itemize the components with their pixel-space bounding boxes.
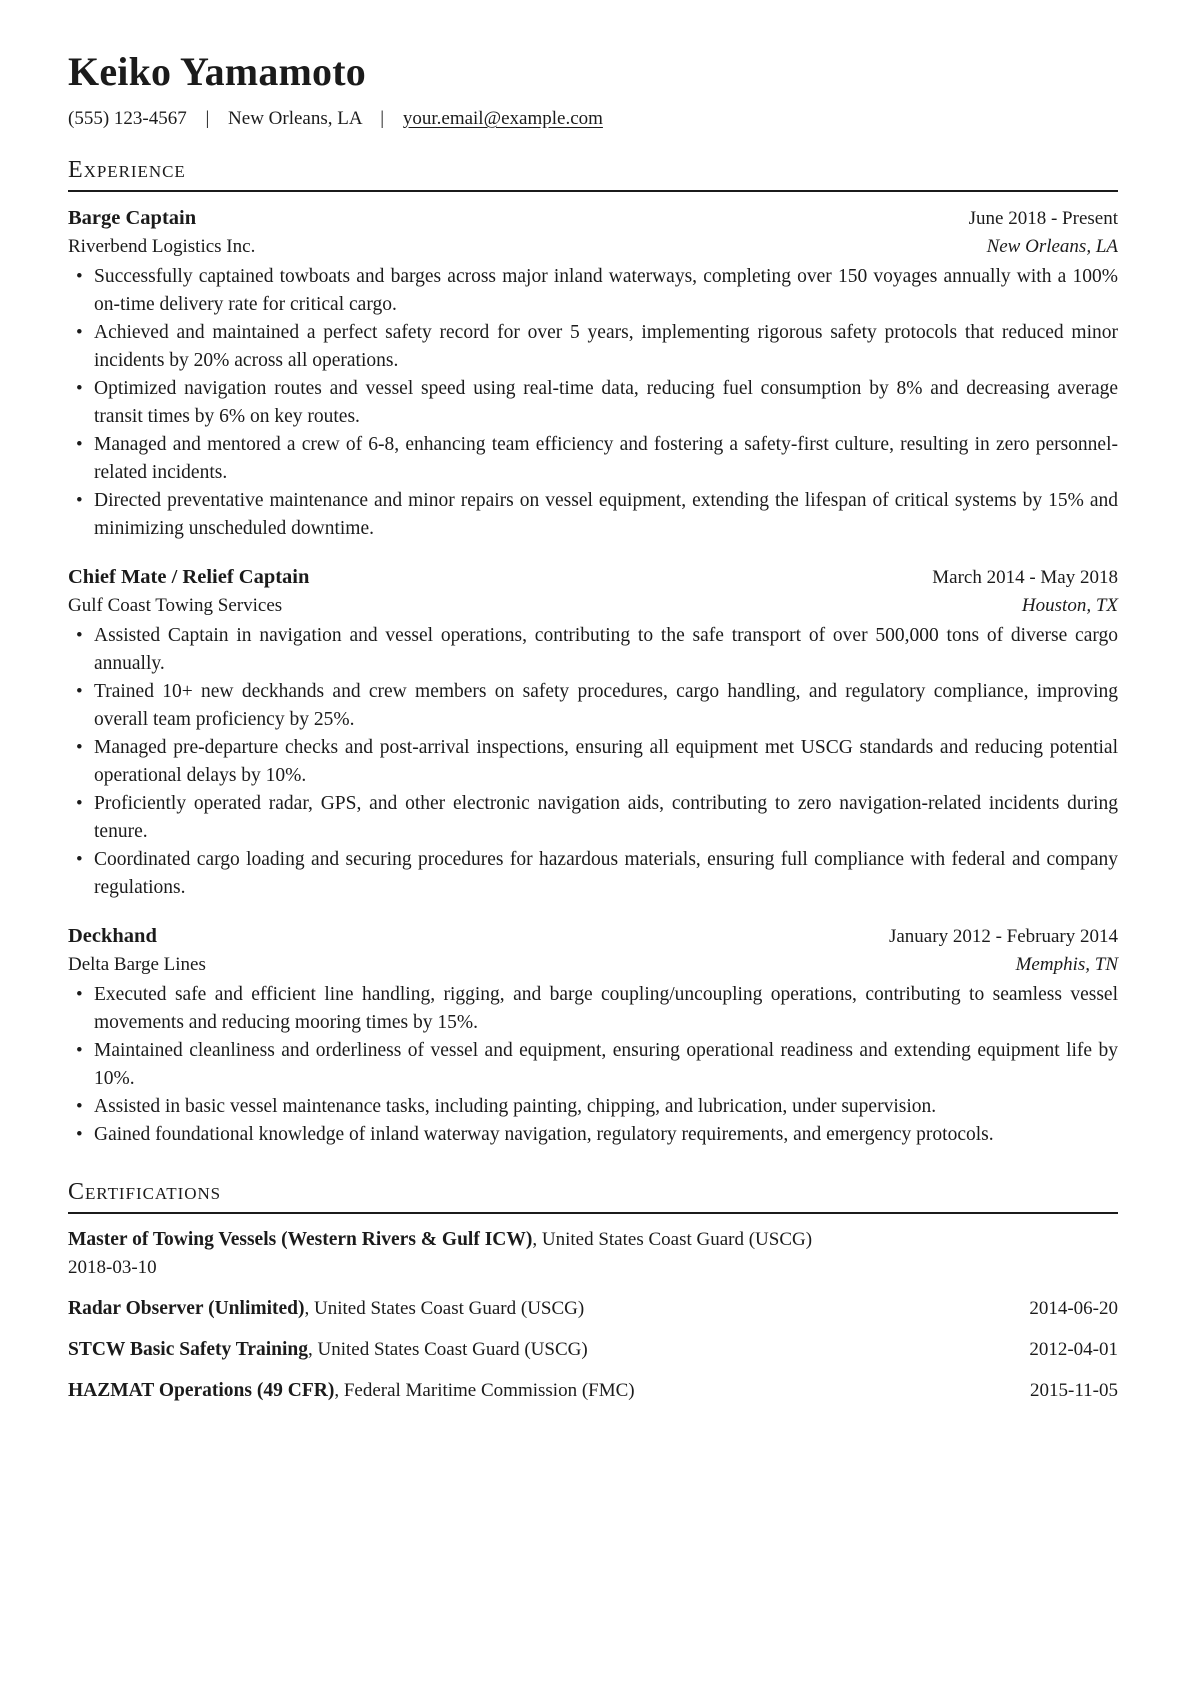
experience-bullet: • Successfully captained towboats and barges across major inland waterways, completing over 150 voyages annually with a 100% on-time delivery rate for critical cargo. [68, 263, 1118, 319]
cert-issuer: , United States Coast Guard (USCG) [304, 1297, 585, 1319]
job-entry [68, 204, 1118, 543]
contact-line [68, 105, 1118, 133]
certification-entry [68, 1336, 1118, 1364]
experience-section [68, 155, 1118, 1149]
job-location: New Orleans, LA [986, 235, 1118, 257]
certification-main [68, 1226, 1118, 1254]
experience-bullet: • Managed pre-departure checks and post-arrival inspections, ensuring all equipment met USCG standards and reducing potential operational delays by 10%. [68, 734, 1118, 790]
cert-date: 2015-11-05 [1030, 1379, 1118, 1401]
cert-date: 2018-03-10 [68, 1256, 157, 1278]
cert-issuer: , Federal Maritime Commission (FMC) [334, 1379, 635, 1401]
contact-separator: | [205, 107, 210, 129]
cert-title: Master of Towing Vessels (Western Rivers & Gulf ICW) [68, 1228, 533, 1250]
job-subheader [68, 233, 1118, 261]
job-title: Barge Captain [68, 206, 197, 229]
job-dates: June 2018 - Present [968, 207, 1118, 229]
contact-location: New Orleans, LA [228, 107, 362, 129]
experience-bullet: • Gained foundational knowledge of inland waterway navigation, regulatory requirements, and emergency protocols. [68, 1121, 1118, 1149]
certification-entry [68, 1295, 1118, 1323]
experience-bullet: • Assisted Captain in navigation and vessel operations, contributing to the safe transport of over 500,000 tons of diverse cargo annually. [68, 622, 1118, 678]
job-header [68, 922, 1118, 951]
job-dates: March 2014 - May 2018 [932, 566, 1118, 588]
cert-issuer: , United States Coast Guard (USCG) [532, 1228, 813, 1250]
experience-bullet: • Managed and mentored a crew of 6-8, enhancing team efficiency and fostering a safety-first culture, resulting in zero personnel-related incidents. [68, 431, 1118, 487]
cert-date: 2012-04-01 [1029, 1338, 1118, 1360]
cert-issuer: , United States Coast Guard (USCG) [308, 1338, 588, 1360]
cert-title: HAZMAT Operations (49 CFR) [68, 1379, 335, 1401]
contact-separator: | [380, 107, 385, 129]
experience-bullet: • Maintained cleanliness and orderliness of vessel and equipment, ensuring operational readiness and extending equipment life by 10%. [68, 1037, 1118, 1093]
job-location: Houston, TX [1021, 594, 1118, 616]
section-title-certifications: Certifications [68, 1177, 1118, 1214]
job-title: Chief Mate / Relief Captain [68, 565, 310, 588]
cert-date: 2014-06-20 [1029, 1297, 1118, 1319]
contact-email-link[interactable]: your.email@example.com [402, 107, 603, 129]
experience-bullet: • Assisted in basic vessel maintenance tasks, including painting, chipping, and lubrication, under supervision. [68, 1093, 1118, 1121]
experience-bullet: • Trained 10+ new deckhands and crew members on safety procedures, cargo handling, and regulatory compliance, improving overall team proficiency by 25%. [68, 678, 1118, 734]
certification-entry [68, 1226, 1118, 1282]
section-title-experience: Experience [68, 155, 1118, 192]
company-name: Riverbend Logistics Inc. [68, 235, 256, 257]
contact-phone: (555) 123-4567 [68, 107, 187, 129]
experience-bullet: • Proficiently operated radar, GPS, and other electronic navigation aids, contributing to zero navigation-related incidents during tenure. [68, 790, 1118, 846]
company-name: Gulf Coast Towing Services [68, 594, 283, 616]
cert-title: Radar Observer (Unlimited) [68, 1297, 305, 1319]
experience-bullet: • Executed safe and efficient line handling, rigging, and barge coupling/uncoupling operations, contributing to seamless vessel movements and reducing mooring times by 15%. [68, 981, 1118, 1037]
job-entry [68, 922, 1118, 1149]
job-entry [68, 563, 1118, 902]
certification-main [68, 1336, 588, 1364]
job-dates: January 2012 - February 2014 [888, 925, 1118, 947]
job-header [68, 563, 1118, 592]
company-name: Delta Barge Lines [68, 953, 206, 975]
job-bullet-list [68, 622, 1118, 902]
experience-bullet: • Directed preventative maintenance and minor repairs on vessel equipment, extending the lifespan of critical systems by 15% and minimizing unscheduled downtime. [68, 487, 1118, 543]
job-title: Deckhand [68, 924, 157, 947]
job-location: Memphis, TN [1015, 953, 1118, 975]
cert-title: STCW Basic Safety Training [68, 1338, 308, 1360]
certification-main [68, 1377, 635, 1405]
job-subheader [68, 951, 1118, 979]
certification-entry [68, 1377, 1118, 1405]
experience-bullet: • Coordinated cargo loading and securing procedures for hazardous materials, ensuring full compliance with federal and company regulations. [68, 846, 1118, 902]
certification-main [68, 1295, 584, 1323]
certifications-section [68, 1177, 1118, 1405]
job-bullet-list [68, 981, 1118, 1149]
candidate-name: Keiko Yamamoto [68, 49, 366, 94]
experience-bullet: • Achieved and maintained a perfect safety record for over 5 years, implementing rigorous safety protocols that reduced minor incidents by 20% across all operations. [68, 319, 1118, 375]
job-header [68, 204, 1118, 233]
job-subheader [68, 592, 1118, 620]
resume-header [68, 50, 1118, 133]
job-bullet-list [68, 263, 1118, 543]
experience-bullet: • Optimized navigation routes and vessel speed using real-time data, reducing fuel consumption by 8% and decreasing average transit times by 6% on key routes. [68, 375, 1118, 431]
